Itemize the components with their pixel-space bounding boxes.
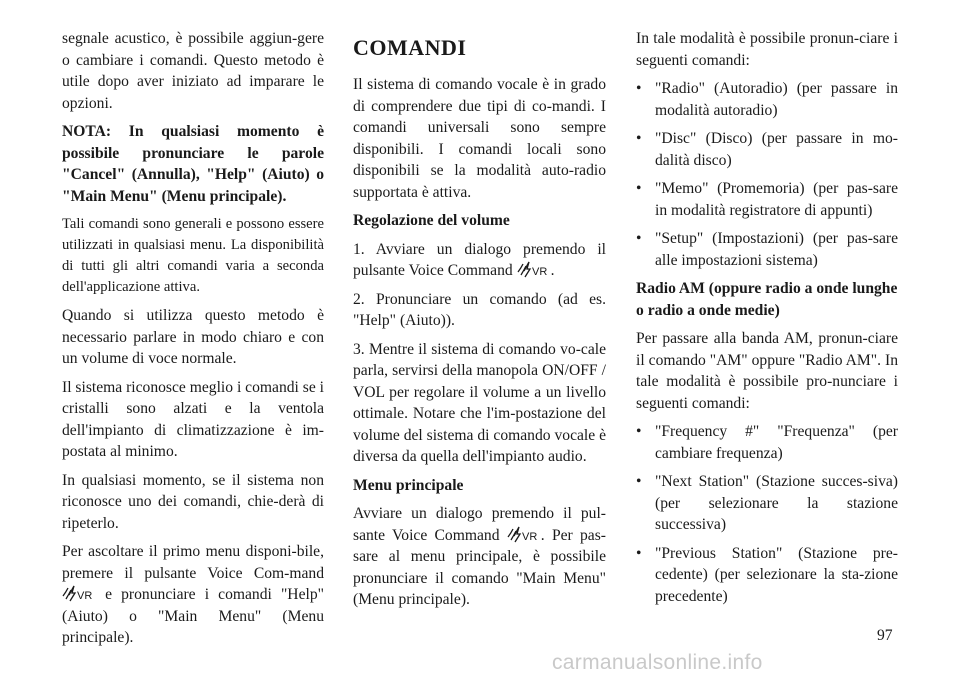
column-right <box>636 28 898 614</box>
list-item: • "Previous Station" (Stazione pre-cedente) (per selezionare la sta-zione precedente) <box>636 543 898 608</box>
text: . <box>550 262 555 279</box>
step: 2. Pronunciare un comando (ad es. "Help" (Aiuto)). <box>353 290 606 329</box>
paragraph: In tale modalità è possibile pronun-ciare i seguenti comandi: <box>636 30 898 69</box>
subheading-radio-am: Radio AM (oppure radio a onde lunghe o radio a onde medie) <box>636 280 898 319</box>
page-number: 97 <box>877 627 893 644</box>
vr-icon-label: VR <box>77 590 93 602</box>
voice-command-icon <box>507 527 541 544</box>
command-list <box>636 78 898 271</box>
command-list <box>636 421 898 607</box>
step: 3. Mentre il sistema di comando vo-cale parla, servirsi della manopola ON/OFF / VOL per regolare il volume a un livello ottimale. Notare che l'im-postazione del volume del sistema di comando vocale è diversa da quella dell'impianto audio. <box>353 340 606 465</box>
note: NOTA: In qualsiasi momento è possibile pronunciare le parole "Cancel" (Annulla), "Help" (Aiuto) o "Main Menu" (Menu principale). <box>62 123 324 205</box>
list-item: • "Next Station" (Stazione succes-siva) (per selezionare la stazione successiva) <box>636 471 898 536</box>
paragraph: Il sistema riconosce meglio i comandi se i cristalli sono alzati e la ventola dell'impianto di climatizzazione è im-postata al minimo. <box>62 378 324 460</box>
paragraph: Tali comandi sono generali e possono essere utilizzati in qualsiasi menu. La disponibilità di tutti gli altri comandi varia a seconda dell'applicazione attiva. <box>62 216 324 295</box>
text: . Per pas-sare al menu principale, è possibile pronunciare il comando "Main Menu" (Menu principale). <box>353 526 606 608</box>
paragraph: Per passare alla banda AM, pronun-ciare il comando "AM" oppure "Radio AM". In tale modalità è possibile pro-nunciare i seguenti comandi: <box>636 330 898 412</box>
section-heading: COMANDI <box>353 35 467 60</box>
paragraph <box>62 541 324 649</box>
list-item: • "Memo" (Promemoria) (per pas-sare in modalità registratore di appunti) <box>636 178 898 221</box>
vr-icon-label: VR <box>521 530 538 543</box>
paragraph: segnale acustico, è possibile aggiun-gere o cambiare i comandi. Questo metodo è utile dopo aver iniziato ad imparare le opzioni. <box>62 30 324 112</box>
list-item: • "Setup" (Impostazioni) (per pas-sare alle impostazioni sistema) <box>636 228 898 271</box>
subheading-main-menu: Menu principale <box>353 476 464 494</box>
paragraph: In qualsiasi momento, se il sistema non riconosce uno dei comandi, chie-derà di ripeterlo. <box>62 471 324 532</box>
text: 1. Avviare un dialogo premendo il pulsante Voice Command <box>353 240 606 279</box>
column-middle <box>353 28 606 618</box>
vr-icon-label: VR <box>531 266 547 278</box>
step <box>353 239 606 282</box>
text: Per ascoltare il primo menu disponi-bile, premere il pulsante Voice Com-mand <box>62 543 324 582</box>
voice-command-icon <box>517 262 551 279</box>
watermark: carmanualsonline.info <box>552 651 763 674</box>
column-left <box>62 28 324 656</box>
paragraph: Quando si utilizza questo metodo è necessario parlare in modo chiaro e con un volume di voce normale. <box>62 307 324 367</box>
text: Avviare un dialogo premendo il pul-sante Voice Command <box>353 505 606 544</box>
subheading-volume: Regolazione del volume <box>353 212 510 229</box>
voice-command-icon <box>62 586 96 603</box>
paragraph <box>353 503 606 611</box>
list-item: • "Radio" (Autoradio) (per passare in modalità autoradio) <box>636 78 898 121</box>
list-item: • "Disc" (Disco) (per passare in mo-dalità disco) <box>636 128 898 171</box>
paragraph: Il sistema di comando vocale è in grado di comprendere due tipi di co-mandi. I comandi universali sono sempre disponibili. I comandi locali sono disponibili se la modalità auto-radio supportata è attiva. <box>353 76 606 201</box>
text: e pronunciare i comandi "Help" (Aiuto) o "Main Menu" (Menu principale). <box>62 586 324 646</box>
list-item: • "Frequency #" "Frequenza" (per cambiare frequenza) <box>636 421 898 464</box>
